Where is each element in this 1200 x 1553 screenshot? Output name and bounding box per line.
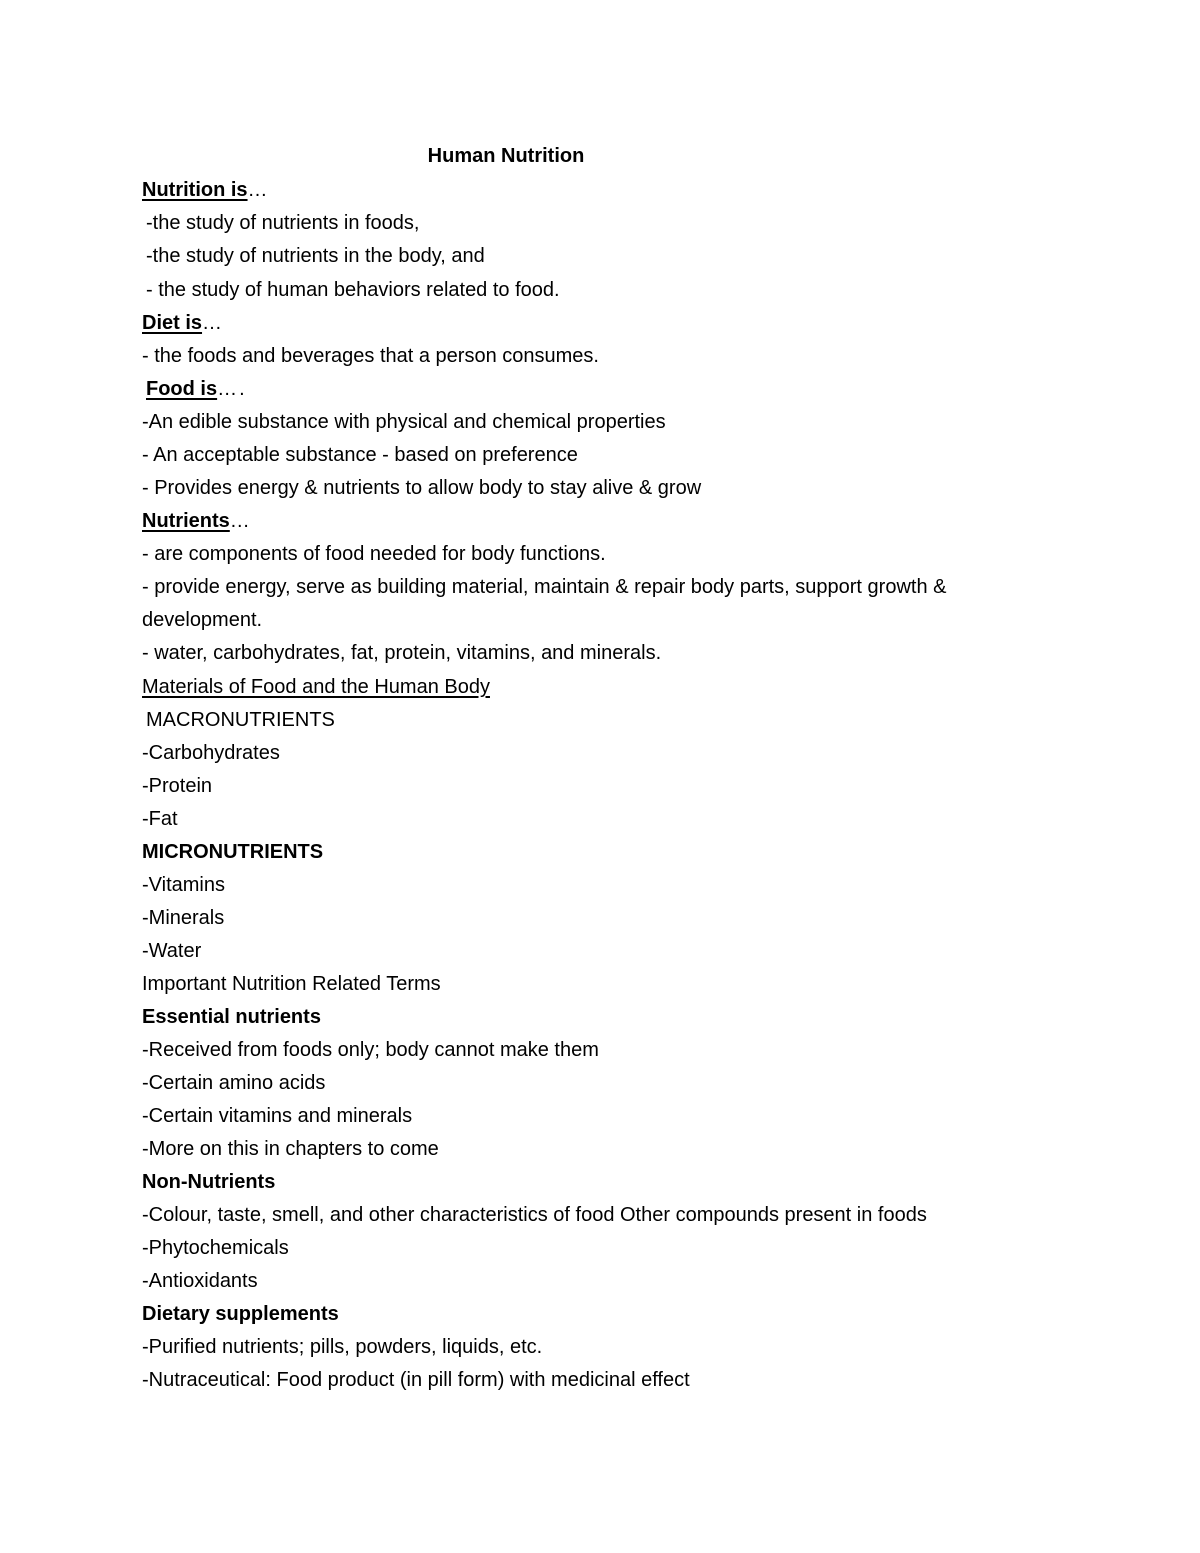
- non-nutrients-item-1: -Colour, taste, smell, and other characteristics of food Other compounds present in foods: [142, 1204, 927, 1226]
- macro-item-protein: -Protein: [142, 775, 213, 797]
- nutrition-line-2: -the study of nutrients in the body, and: [146, 245, 485, 267]
- food-line-1: -An edible substance with physical and chemical properties: [142, 411, 666, 433]
- nutrition-heading-dots: …: [247, 179, 270, 201]
- materials-heading: Materials of Food and the Human Body: [142, 676, 490, 698]
- diet-heading-dots: …: [202, 312, 225, 334]
- nutrients-heading-dots: …: [229, 510, 252, 532]
- nutrients-line-2: - provide energy, serve as building material, maintain & repair body parts, support growth &: [142, 576, 947, 598]
- non-nutrients-item-2: -Phytochemicals: [142, 1237, 289, 1259]
- food-heading-line: [146, 376, 247, 402]
- nutrients-line-1: - are components of food needed for body functions.: [142, 543, 606, 565]
- dietary-supplements-heading: Dietary supplements: [142, 1303, 339, 1325]
- diet-line-1: - the foods and beverages that a person consumes.: [142, 345, 599, 367]
- nutrition-line-3: - the study of human behaviors related to food.: [146, 279, 560, 301]
- document-title: Human Nutrition: [427, 145, 585, 167]
- supplements-item-1: -Purified nutrients; pills, powders, liquids, etc.: [142, 1336, 543, 1358]
- micro-item-vitamins: -Vitamins: [142, 874, 225, 896]
- micro-item-minerals: -Minerals: [142, 907, 225, 929]
- essential-item-2: -Certain amino acids: [142, 1072, 326, 1094]
- macro-item-fat: -Fat: [142, 808, 178, 830]
- diet-heading: Diet is: [142, 312, 203, 334]
- nutrients-line-3: development.: [142, 609, 263, 631]
- essential-nutrients-heading: Essential nutrients: [142, 1006, 321, 1028]
- diet-heading-line: [142, 310, 224, 336]
- food-heading: Food is: [146, 378, 218, 400]
- nutrition-line-1: -the study of nutrients in foods,: [146, 212, 420, 234]
- essential-item-4: -More on this in chapters to come: [142, 1138, 439, 1160]
- essential-item-1: -Received from foods only; body cannot make them: [142, 1039, 599, 1061]
- food-line-3: - Provides energy & nutrients to allow body to stay alive & grow: [142, 477, 702, 499]
- macronutrients-heading: MACRONUTRIENTS: [146, 709, 335, 731]
- terms-heading: Important Nutrition Related Terms: [142, 973, 441, 995]
- nutrients-line-4: - water, carbohydrates, fat, protein, vitamins, and minerals.: [142, 642, 662, 664]
- supplements-item-2: -Nutraceutical: Food product (in pill form) with medicinal effect: [142, 1369, 690, 1391]
- food-heading-dots: ….: [217, 378, 247, 400]
- nutrients-heading: Nutrients: [142, 510, 230, 532]
- nutrition-heading: Nutrition is: [142, 179, 248, 201]
- essential-item-3: -Certain vitamins and minerals: [142, 1105, 413, 1127]
- food-line-2: - An acceptable substance - based on preference: [142, 444, 578, 466]
- micro-item-water: -Water: [142, 940, 202, 962]
- macro-item-carbohydrates: -Carbohydrates: [142, 742, 280, 764]
- non-nutrients-item-3: -Antioxidants: [142, 1270, 258, 1292]
- nutrition-heading-line: [142, 177, 270, 203]
- non-nutrients-heading: Non-Nutrients: [142, 1171, 276, 1193]
- micronutrients-heading: MICRONUTRIENTS: [142, 841, 324, 863]
- nutrients-heading-line: [142, 508, 252, 534]
